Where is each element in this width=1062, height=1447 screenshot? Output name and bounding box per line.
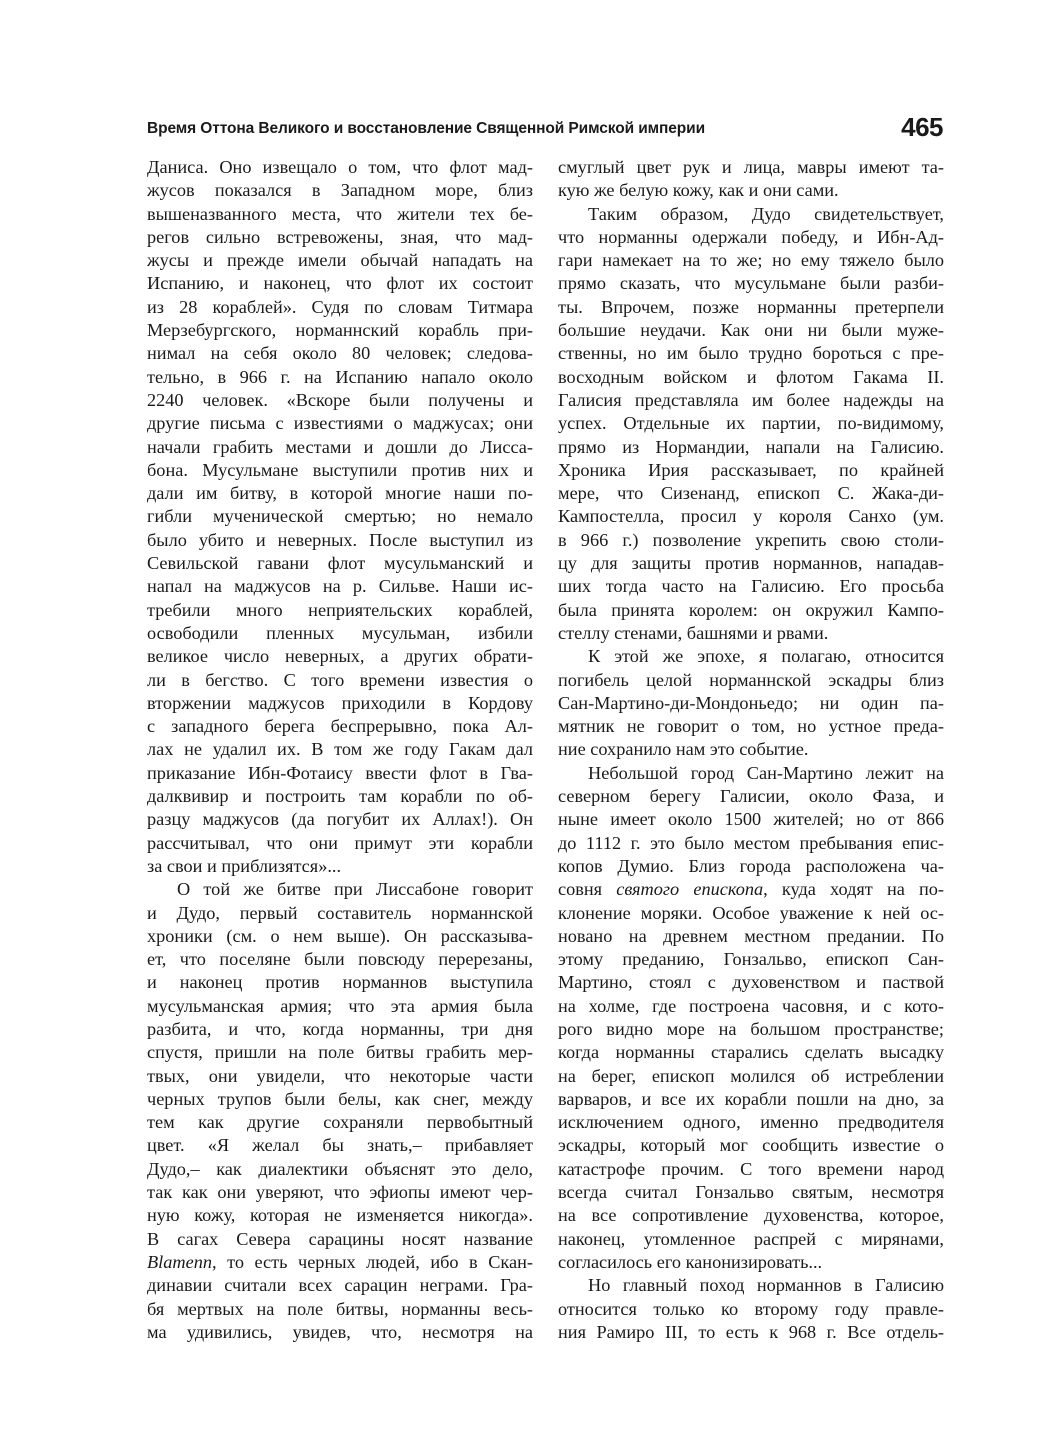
text-line: Дудо,– как диалектики объяснят это дело, (147, 1158, 533, 1179)
text-line: копов Думио. Близ города расположена ча- (558, 855, 944, 876)
text-line: Небольшой город Сан-Мартино лежит на (588, 762, 944, 783)
text-line: Кампостелла, просил у короля Санхо (ум. (558, 506, 944, 527)
text-line: освободили пленных мусульман, избили (147, 622, 533, 643)
text-line: напал на маджусов на р. Сильве. Наши ис- (147, 576, 533, 597)
text-line: приказание Ибн-Фотаису ввести флот в Гва- (147, 762, 533, 783)
text-line: большие неудачи. Как они ни были муже- (558, 320, 944, 341)
text-line: разцу маджусов (да погубит их Аллах!). Он (147, 809, 533, 830)
text-line: из 28 кораблей». Судя по словам Титмара (147, 296, 533, 317)
text-line: прямо из Нормандии, напали на Галисию. (558, 436, 944, 457)
text-line: лах не удалил их. В том же году Гакам дал (147, 739, 533, 760)
text-line: жусы и прежде имели обычай нападать на (147, 250, 533, 271)
text-line: цвет. «Я желал бы знать,– прибавляет (147, 1135, 533, 1156)
text-line: О той же битве при Лиссабоне говорит (177, 879, 533, 900)
text-line: Даниса. Оно извещало о том, что флот мад- (147, 157, 533, 177)
text-line: Мерзебургского, норманнский корабль при- (147, 320, 533, 341)
text-line: восходным войском и флотом Гакама II. (558, 366, 944, 387)
text-line: было убито и неверных. После выступил из (147, 529, 533, 550)
text-line: так как они уверяют, что эфиопы имеют чер- (147, 1182, 533, 1203)
text-line: Но главный поход норманнов в Галисию (588, 1275, 944, 1296)
text-line: успех. Отдельные их партии, по-видимому, (558, 413, 944, 434)
text-line: совня святого епископа, куда ходят на по- (558, 879, 944, 900)
text-line: относится только ко второму году правле- (558, 1298, 944, 1319)
text-line: дали им битву, в которой многие наши по- (147, 483, 533, 504)
text-line: новано на древнем местном предании. По (558, 925, 944, 946)
text-line: смуглый цвет рук и лица, мавры имеют та- (558, 157, 944, 177)
text-line: рого видно море на большом пространстве; (558, 1018, 944, 1039)
text-line: когда норманны старались сделать высадку (558, 1042, 944, 1063)
text-line: жусов показался в Западном море, близ (147, 180, 533, 201)
text-line: на холме, где построена часовня, и с кото- (558, 995, 944, 1016)
text-line: наконец, утомленное распрей с мирянами, (558, 1228, 944, 1249)
text-line: ма удивились, увидев, что, несмотря на (147, 1321, 533, 1342)
text-line: ния Рамиро III, то есть к 968 г. Все отдель- (558, 1321, 944, 1342)
page-header (147, 112, 943, 152)
text-line: регов сильно встревожены, зная, что мад- (147, 226, 533, 247)
text-line: на берег, епископ молился об истреблении (558, 1065, 944, 1086)
text-line: черных трупов были белы, как снег, между (147, 1088, 533, 1109)
text-line: другие письма с известиями о маджусах; они (147, 413, 533, 434)
text-line: с западного берега беспрерывно, пока Ал- (147, 716, 533, 737)
text-line: варваров, и все их корабли пошли на дно, за (558, 1088, 944, 1109)
text-line: до 1112 г. это было местом пребывания епис- (558, 832, 944, 853)
text-line: нимал на себя около 80 человек; следова- (147, 343, 533, 364)
text-line: ли в бегство. С того времени известия о (147, 669, 533, 690)
text-line: прямо сказать, что мусульмане были разби- (558, 273, 944, 294)
text-line: 2240 человек. «Вскоре были получены и (147, 389, 533, 410)
text-line: рассчитывал, что они примут эти корабли (147, 832, 533, 853)
text-line: вышеназванного места, что жители тех бе- (147, 203, 533, 224)
text-line: требили много неприятельских кораблей, (147, 599, 533, 620)
text-line: ственны, но им было трудно бороться с пре- (558, 343, 944, 364)
text-line: эскадры, который мог сообщить известие о (558, 1135, 944, 1156)
text-line: на все сопротивление духовенства, которое, (558, 1205, 944, 1226)
text-line: ты. Впрочем, позже норманны претерпели (558, 296, 944, 317)
text-line: ет, что поселяне были повсюду перерезаны, (147, 949, 533, 970)
text-line: ную кожу, которая не изменяется никогда». (147, 1205, 533, 1226)
text-line: в 966 г.) позволение укрепить свою столи- (558, 529, 944, 550)
text-line: Blamenn, то есть черных людей, ибо в Скан- (147, 1251, 533, 1272)
text-line: разбита, и что, когда норманны, три дня (147, 1018, 533, 1039)
text-line: Таким образом, Дудо свидетельствует, (588, 203, 944, 224)
text-line: Испанию, и наконец, что флот их состоит (147, 273, 533, 294)
text-line: исключением одного, именно предводителя (558, 1112, 944, 1133)
left-text-column (147, 156, 533, 1344)
text-line: бя мертвых на поле битвы, норманны весь- (147, 1298, 533, 1319)
text-line: стеллу стенами, башнями и рвами. (558, 622, 829, 643)
text-line: Севильской гавани флот мусульманский и (147, 553, 533, 574)
text-line: великое число неверных, а других обрати- (147, 646, 533, 667)
right-text-column (558, 156, 944, 1344)
text-line: В сагах Севера сарацины носят название (147, 1228, 533, 1249)
text-line: клонение моряки. Особое уважение к ней ос- (558, 902, 944, 923)
text-line: погибель целой норманнской эскадры близ (558, 669, 944, 690)
page-number: 465 (901, 112, 943, 142)
text-line: северном берегу Галисии, около Фаза, и (558, 786, 944, 807)
text-line: динавии считали всех сарацин неграми. Гра- (147, 1275, 533, 1296)
text-line: тельно, в 966 г. на Испанию напало около (147, 366, 533, 387)
text-line: далквивир и построить там корабли по об- (147, 786, 533, 807)
running-title: Время Оттона Великого и восстановление Священной Римской империи (147, 120, 706, 137)
text-line: кую же белую кожу, как и они сами. (558, 180, 839, 201)
text-line: К этой же эпохе, я полагаю, относится (588, 646, 944, 667)
text-line: твых, они увидели, что некоторые части (147, 1065, 533, 1086)
text-line: ние сохранило нам это событие. (558, 739, 809, 760)
text-line: мятник не говорит о том, но устное преда- (558, 716, 944, 737)
text-line: начали грабить местами и дошли до Лисса- (147, 436, 533, 457)
text-line: за свои и приблизятся»... (147, 855, 342, 876)
text-line: была принята королем: он окружил Кампо- (558, 599, 944, 620)
text-line: ших тогда часто на Галисию. Его просьба (558, 576, 944, 597)
text-line: цу для защиты против норманнов, нападав- (558, 553, 944, 574)
text-line: Галисия представляла им более надежды на (558, 389, 944, 410)
text-line: катастрофе прочим. С того времени народ (558, 1158, 944, 1179)
text-line: вторжении маджусов приходили в Кордову (147, 692, 533, 713)
text-line: Хроника Ирия рассказывает, по крайней (558, 459, 944, 480)
text-line: что норманны одержали победу, и Ибн-Ад- (558, 226, 944, 247)
text-line: гари намекает на то же; но ему тяжело было (558, 250, 944, 271)
text-line: этому преданию, Гонзальво, епископ Сан- (558, 949, 944, 970)
text-line: Сан-Мартино-ди-Мондоньедо; ни один па- (558, 692, 944, 713)
text-line: и Дудо, первый составитель норманнской (147, 902, 533, 923)
text-line: ныне имеет около 1500 жителей; но от 866 (558, 809, 944, 830)
text-line: согласилось его канонизировать... (558, 1251, 823, 1272)
text-line: мусульманская армия; что эта армия была (147, 995, 533, 1016)
text-line: спустя, пришли на поле битвы грабить мер- (147, 1042, 533, 1063)
text-line: тем как другие сохраняли первобытный (147, 1112, 533, 1133)
text-line: Мартино, стоял с духовенством и паствой (558, 972, 944, 993)
text-line: всегда считал Гонзальво святым, несмотря (558, 1182, 944, 1203)
text-line: гибли мученической смертью; но немало (147, 506, 533, 527)
text-line: мере, что Сизенанд, епископ С. Жака-ди- (558, 483, 944, 504)
text-line: бона. Мусульмане выступили против них и (147, 459, 533, 480)
text-line: хроники (см. о нем выше). Он рассказыва- (147, 925, 533, 946)
text-line: и наконец против норманнов выступила (147, 972, 533, 993)
